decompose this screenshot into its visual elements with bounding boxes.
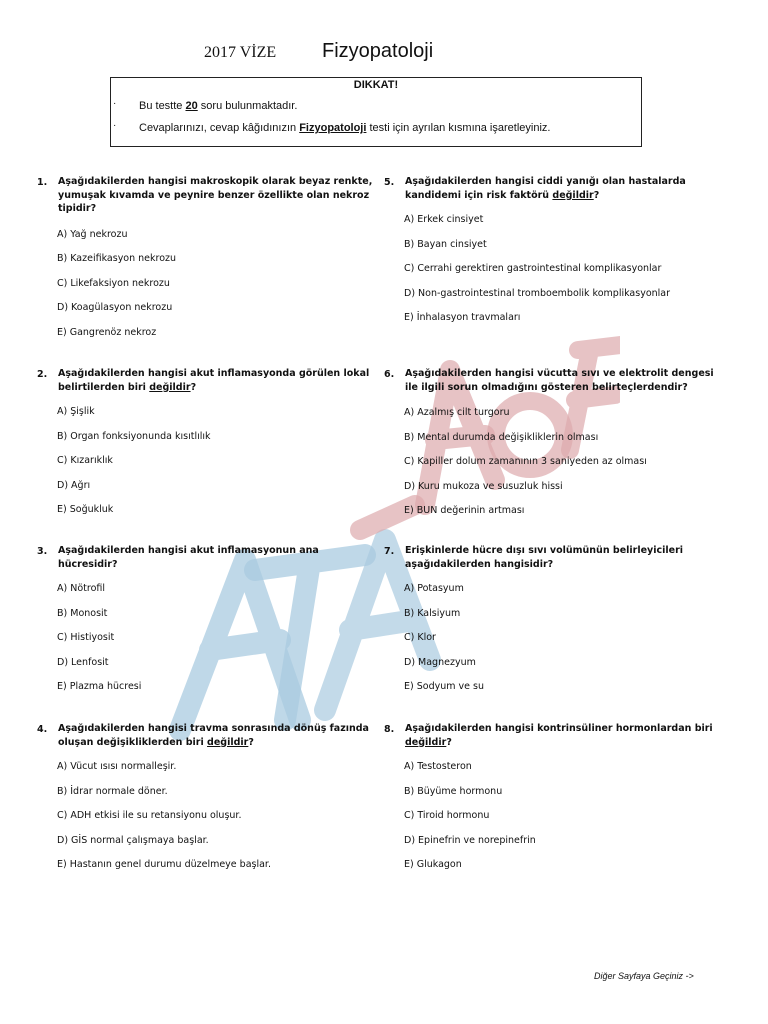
answer-options [404,582,724,705]
question-block [384,722,724,883]
answer-option: B) Organ fonksiyonunda kısıtlılık [57,430,211,442]
answer-option: E) Gangrenöz nekroz [57,326,157,338]
answer-option: A) Testosteron [404,761,472,772]
question-emphasis: değildir [405,736,447,748]
answer-option: A) Nötrofil [57,583,106,594]
answer-option: E) Glukagon [404,859,462,870]
question-emphasis: değildir [149,381,191,393]
question-block [37,722,377,883]
question-number: 3. [37,546,48,557]
answer-option: C) Likefaksiyon nekrozu [57,277,170,289]
question-text [405,722,724,749]
answer-option: E) Plazma hücresi [57,681,142,692]
notice-text: testi için ayrılan kısmına işaretleyiniz. [366,122,551,134]
question-tail: ? [446,736,452,748]
question-stem [37,544,377,571]
answer-option: D) Lenfosit [57,656,109,668]
question-stem [384,367,724,394]
question-text [58,544,377,571]
question-text [405,367,724,394]
question-tail: ? [248,736,254,748]
question-text-main: Aşağıdakilerden hangisi travma sonrasında dönüş fazında oluşan değişikliklerden biri [58,723,369,748]
answer-option: B) Kazeifikasyon nekrozu [57,253,177,264]
question-text [58,367,377,394]
notice-text: Bu testte [139,100,186,112]
question-stem [37,175,377,216]
answer-option: A) Şişlik [57,406,95,417]
answer-option: A) Vücut ısısı normalleşir. [57,761,177,772]
question-block [37,544,377,705]
question-text-main: Erişkinlerde hücre dışı sıvı volümünün belirleyicileri aşağıdakilerden hangisidir? [405,545,684,570]
answer-option: E) İnhalasyon travmaları [404,312,521,323]
question-text-main: Aşağıdakilerden hangisi akut inflamasyonun ana hücresidir? [58,545,319,570]
question-text [405,544,724,571]
question-stem [37,722,377,749]
answer-option: D) Kuru mukoza ve susuzluk hissi [404,480,563,492]
question-text-main: Aşağıdakilerden hangisi makroskopik olarak beyaz renkte, yumuşak kıvamda ve peynire benzer özellikte olan nekroz tipidir? [58,176,373,214]
question-stem [384,544,724,571]
question-emphasis: değildir [552,189,594,201]
answer-option: C) Klor [404,632,436,643]
answer-option: E) Soğukluk [57,504,114,515]
answer-options [57,405,377,528]
question-text [405,175,724,202]
answer-option: B) Bayan cinsiyet [404,238,487,250]
notice-text: soru bulunmaktadır. [197,100,298,112]
question-number: 8. [384,724,395,735]
question-emphasis: değildir [207,736,249,748]
answer-option: D) Non-gastrointestinal tromboembolik komplikasyonlar [404,287,671,299]
answer-option: B) İdrar normale döner. [57,785,168,797]
answer-options [404,213,724,336]
subject-name: Fizyopatoloji [299,122,367,134]
question-stem [384,722,724,749]
answer-option: D) Ağrı [57,479,91,491]
question-number: 2. [37,369,48,380]
question-number: 5. [384,177,395,188]
question-tail: ? [190,381,197,393]
question-block [384,544,724,705]
question-text-main: Aşağıdakilerden hangisi akut inflamasyonda görülen lokal belirtilerden biri [58,368,370,393]
exam-subject: Fizyopatoloji [322,40,434,62]
question-text [58,722,377,749]
answer-option: B) Monosit [57,607,108,619]
answer-options [404,760,724,883]
next-page-note: Diğer Sayfaya Geçiniz -> [594,971,694,981]
answer-option: C) ADH etkisi ile su retansiyonu oluşur. [57,810,242,821]
answer-option: B) Kalsiyum [404,607,461,619]
question-number: 7. [384,546,395,557]
answer-option: C) Kızarıklık [57,455,113,466]
answer-option: A) Erkek cinsiyet [404,214,484,225]
question-number: 1. [37,177,48,188]
question-stem [37,367,377,394]
answer-option: D) GİS normal çalışmaya başlar. [57,834,209,846]
question-number: 4. [37,724,48,735]
question-text-main: Aşağıdakilerden hangisi kontrinsüliner hormonlardan biri [405,723,713,734]
answer-option: A) Azalmış cilt turgoru [404,407,510,418]
answer-option: C) Tiroid hormonu [404,810,490,821]
answer-option: A) Yağ nekrozu [57,228,128,240]
question-number: 6. [384,369,395,380]
question-text-main: Aşağıdakilerden hangisi vücutta sıvı ve elektrolit dengesi ile ilgili sorun olmadığını gösteren belirteçlerdendir? [405,368,714,393]
exam-year: 2017 VİZE [204,44,277,61]
answer-option: D) Epinefrin ve norepinefrin [404,834,536,846]
answer-option: C) Kapiller dolum zamanının 3 saniyeden az olması [404,456,647,467]
bullet: · [113,98,117,109]
page-header [0,40,768,66]
notice-title: DIKKAT! [353,79,399,91]
notice-text: Cevaplarınızı, cevap kâğıdınızın [139,122,300,134]
question-text [58,175,377,216]
bullet: · [113,120,117,131]
answer-options [57,228,377,351]
answer-option: E) BUN değerinin artması [404,505,525,516]
answer-option: B) Büyüme hormonu [404,785,503,797]
question-block [37,175,377,350]
answer-option: B) Mental durumda değişikliklerin olması [404,431,599,443]
question-block [384,175,724,336]
question-text-main: Aşağıdakilerden hangisi ciddi yanığı olan hastalarda kandidemi için risk faktörü [405,176,686,201]
question-stem [384,175,724,202]
question-tail: ? [593,189,600,201]
answer-option: A) Potasyum [404,583,464,594]
answer-option: C) Histiyosit [57,632,115,643]
answer-options [57,760,377,883]
answer-option: C) Cerrahi gerektiren gastrointestinal komplikasyonlar [404,263,662,274]
question-block [37,367,377,528]
answer-option: D) Koagülasyon nekrozu [57,302,173,313]
answer-option: E) Hastanın genel durumu düzelmeye başlar. [57,859,271,870]
question-count: 20 [185,100,198,112]
question-block [384,367,724,529]
notice-box [110,77,642,147]
answer-option: E) Sodyum ve su [404,681,484,692]
answer-options [404,406,724,529]
answer-option: D) Magnezyum [404,656,476,668]
answer-options [57,582,377,705]
